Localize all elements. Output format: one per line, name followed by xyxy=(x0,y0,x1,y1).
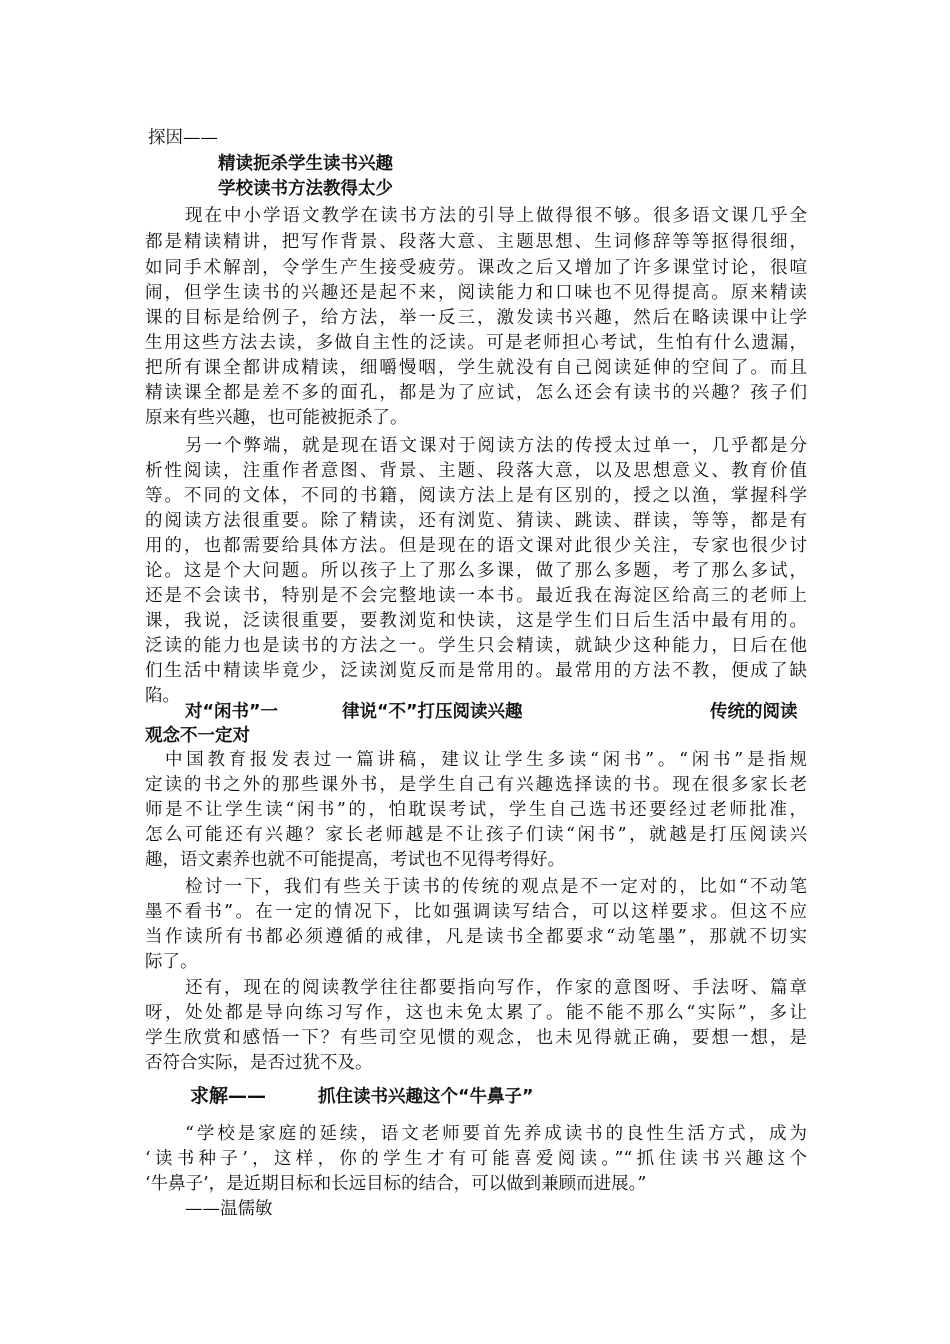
text-line: 检讨一下，我们有些关于读书的传统的观点是不一定对的，比如“不动笔 xyxy=(185,877,807,897)
text-line: 陷。 xyxy=(145,686,180,706)
text-line: ‘牛鼻子’，是近期目标和长远目标的结合，可以做到兼顾而进展。” xyxy=(145,1174,647,1194)
section-heading-xianshu-b: 律说“不”打压阅读兴趣 xyxy=(342,702,523,722)
text-line: 如同手术解剖，令学生产生接受疲劳。课改之后又增加了许多课堂讨论，很喧 xyxy=(145,258,807,278)
text-line: 把所有课全都讲成精读，细嚼慢咽，学生就没有自己阅读延伸的空间了。而且 xyxy=(145,358,807,378)
text-line: 墨不看书”。在一定的情况下，比如强调读写结合，可以这样要求。但这不应 xyxy=(145,902,807,922)
section-heading-xianshu-c: 传统的阅读 xyxy=(710,702,798,722)
text-line: 师是不让学生读“闲书”的，怕耽误考试，学生自己选书还要经过老师批准， xyxy=(145,800,807,820)
section-heading-niubizi: 抓住读书兴趣这个“牛鼻子” xyxy=(318,1087,534,1107)
text-line: 闹，但学生读书的兴趣还是起不来，阅读能力和口味也不见得提高。原来精读 xyxy=(145,283,807,303)
text-line: 否符合实际，是否过犹不及。 xyxy=(145,1053,373,1073)
text-line: 现在中小学语文教学在读书方法的引导上做得很不够。很多语文课几乎全 xyxy=(185,206,807,226)
text-line: 定读的书之外的那些课外书，是学生自己有兴趣选择读的书。现在很多家长老 xyxy=(145,775,807,795)
text-line: 用的，也都需要给具体方法。但是现在的语文课对此很少关注，专家也很少讨 xyxy=(145,536,807,556)
text-line: 等。不同的文体，不同的书籍，阅读方法上是有区别的，授之以渔，掌握科学 xyxy=(145,486,807,506)
text-line: 论。这是个大问题。所以孩子上了那么多课，做了那么多题，考了那么多试， xyxy=(145,561,807,581)
text-line: 都是精读精讲，把写作背景、段落大意、主题思想、生词修辞等等抠得很细， xyxy=(145,232,807,252)
section-heading-xianshu-d: 观念不一定对 xyxy=(145,726,250,746)
text-line: 还是不会读书，特别是不会完整地读一本书。最近我在海淀区给高三的老师上 xyxy=(145,586,807,606)
text-line: 中国教育报发表过一篇讲稿，建议让学生多读“闲书”。“闲书”是指规 xyxy=(165,750,807,770)
section-label-qiujie: 求解—— xyxy=(190,1085,267,1107)
text-line: 泛读的能力也是读书的方法之一。学生只会精读，就缺少这种能力，日后在他 xyxy=(145,636,807,656)
section-heading-2: 学校读书方法教得太少 xyxy=(218,179,393,199)
text-line: ‘读书种子’，这样，你的学生才有可能喜爱阅读。”“抓住读书兴趣这个 xyxy=(145,1149,807,1169)
text-line: 呀，处处都是导向练习写作，这也未免太累了。能不能不那么“实际”，多让 xyxy=(145,1003,807,1023)
text-line: 怎么可能还有兴趣？家长老师越是不让孩子们读“闲书”，就越是打压阅读兴 xyxy=(145,825,807,845)
text-line: 当作读所有书都必须遵循的戒律，凡是读书全都要求“动笔墨”，那就不切实 xyxy=(145,927,807,947)
section-heading-xianshu-a: 对“闲书”一 xyxy=(185,702,279,722)
text-line: 际了。 xyxy=(145,952,198,972)
text-line: 课，我说，泛读很重要，要教浏览和快读，这是学生们日后生活中最有用的。 xyxy=(145,611,807,631)
text-line: 精读课全都是差不多的面孔，都是为了应试，怎么还会有读书的兴趣？孩子们 xyxy=(145,383,807,403)
text-line: 析性阅读，注重作者意图、背景、主题、段落大意，以及思想意义、教育价值 xyxy=(145,461,807,481)
section-label-tanyin: 探因—— xyxy=(148,128,218,148)
text-line: “学校是家庭的延续，语文老师要首先养成读书的良性生活方式，成为 xyxy=(185,1124,807,1144)
text-line: 课的目标是给例子，给方法，举一反三，激发读书兴趣，然后在略读课中让学 xyxy=(145,308,807,328)
text-line: 们生活中精读毕竟少，泛读浏览反而是常用的。最常用的方法不教，便成了缺 xyxy=(145,661,807,681)
text-line: 趣，语文素养也就不可能提高，考试也不见得考得好。 xyxy=(145,850,565,870)
text-line: 原来有些兴趣，也可能被扼杀了。 xyxy=(145,408,408,428)
text-line: 另一个弊端，就是现在语文课对于阅读方法的传授太过单一，几乎都是分 xyxy=(185,436,807,456)
text-line: 的阅读方法很重要。除了精读，还有浏览、猜读、跳读、群读，等等，都是有 xyxy=(145,511,807,531)
text-line: 生用这些方法去读，多做自主性的泛读。可是老师担心考试，生怕有什么遗漏， xyxy=(145,333,807,353)
section-heading-1: 精读扼杀学生读书兴趣 xyxy=(218,154,393,174)
text-line: 还有，现在的阅读教学往往都要指向写作，作家的意图呀、手法呀、篇章 xyxy=(185,978,807,998)
text-line: 学生欣赏和感悟一下？有些司空见惯的观念，也未见得就正确，要想一想，是 xyxy=(145,1028,807,1048)
quote-attribution: ——温儒敏 xyxy=(185,1199,273,1219)
